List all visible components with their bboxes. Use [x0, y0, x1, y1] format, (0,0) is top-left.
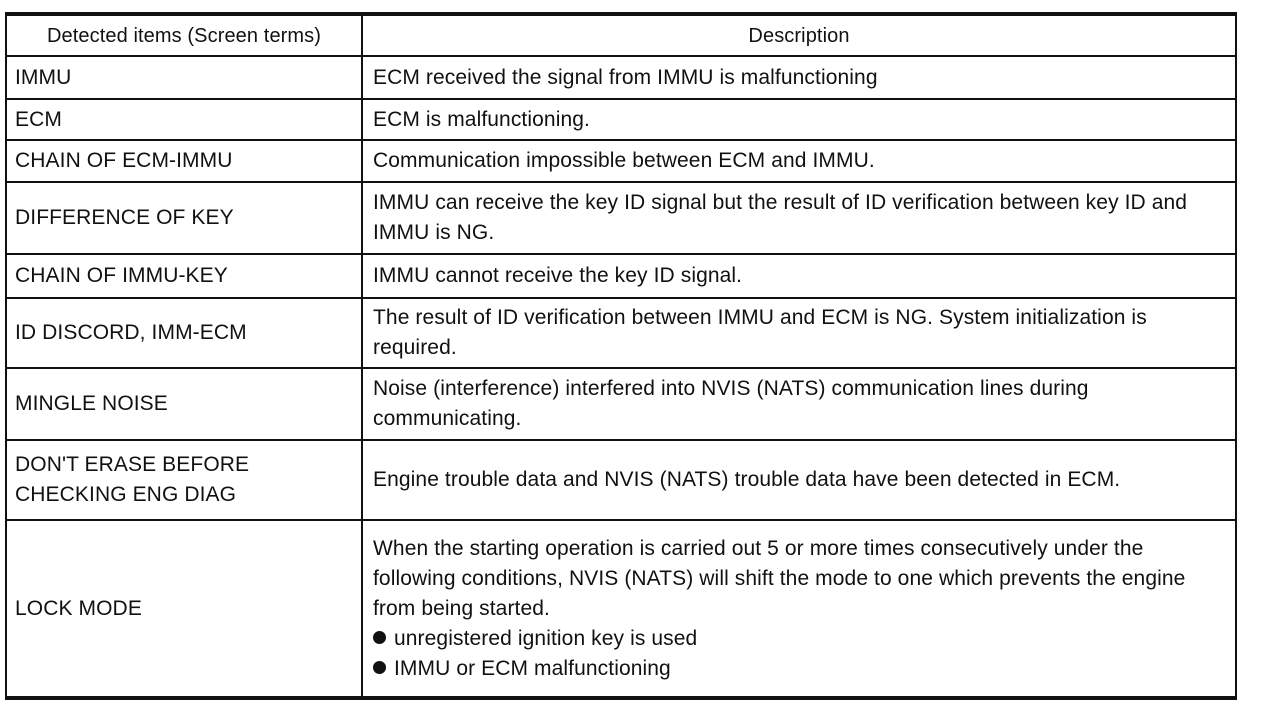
term-cell: ID DISCORD, IMM-ECM	[7, 298, 362, 368]
term-cell	[7, 440, 362, 520]
detected-items-table-frame	[5, 12, 1237, 700]
table-row	[7, 368, 1235, 440]
bullet-text: unregistered ignition key is used	[394, 626, 698, 650]
term-cell: CHAIN OF IMMU-KEY	[7, 254, 362, 298]
term-line: DON'T ERASE BEFORE	[15, 453, 250, 476]
table-row	[7, 99, 1235, 140]
term-cell: DIFFERENCE OF KEY	[7, 182, 362, 254]
table-row	[7, 440, 1235, 520]
bullet-item	[373, 654, 1229, 684]
bullet-icon	[373, 631, 386, 644]
description-cell: ECM received the signal from IMMU is malfunctioning	[362, 56, 1235, 99]
term-cell: CHAIN OF ECM-IMMU	[7, 140, 362, 182]
description-cell: Noise (interference) interfered into NVIS (NATS) communication lines during communicating.	[362, 368, 1235, 440]
table-row	[7, 182, 1235, 254]
header-description: Description	[362, 16, 1235, 56]
table-row	[7, 298, 1235, 368]
table-row	[7, 140, 1235, 182]
bullet-text: IMMU or ECM malfunctioning	[394, 656, 671, 680]
bullet-icon	[373, 661, 386, 674]
description-text: When the starting operation is carried out 5 or more times consecutively under the following conditions, NVIS (NATS) will shift the mode to one which prevents the engine from being started.	[373, 536, 1186, 620]
table-row	[7, 56, 1235, 99]
table-row	[7, 520, 1235, 696]
description-cell: IMMU cannot receive the key ID signal.	[362, 254, 1235, 298]
detected-items-table	[7, 16, 1235, 696]
description-cell: IMMU can receive the key ID signal but the result of ID verification between key ID and IMMU is NG.	[362, 182, 1235, 254]
term-cell: MINGLE NOISE	[7, 368, 362, 440]
table-header-row	[7, 16, 1235, 56]
header-detected-items: Detected items (Screen terms)	[7, 16, 362, 56]
term-cell: ECM	[7, 99, 362, 140]
description-cell: ECM is malfunctioning.	[362, 99, 1235, 140]
term-line: CHECKING ENG DIAG	[15, 483, 237, 506]
description-cell: Communication impossible between ECM and IMMU.	[362, 140, 1235, 182]
description-cell: The result of ID verification between IMMU and ECM is NG. System initialization is required.	[362, 298, 1235, 368]
description-cell: Engine trouble data and NVIS (NATS) trouble data have been detected in ECM.	[362, 440, 1235, 520]
description-cell	[362, 520, 1235, 696]
term-cell: IMMU	[7, 56, 362, 99]
bullet-item	[373, 624, 1229, 654]
table-row	[7, 254, 1235, 298]
term-cell: LOCK MODE	[7, 520, 362, 696]
